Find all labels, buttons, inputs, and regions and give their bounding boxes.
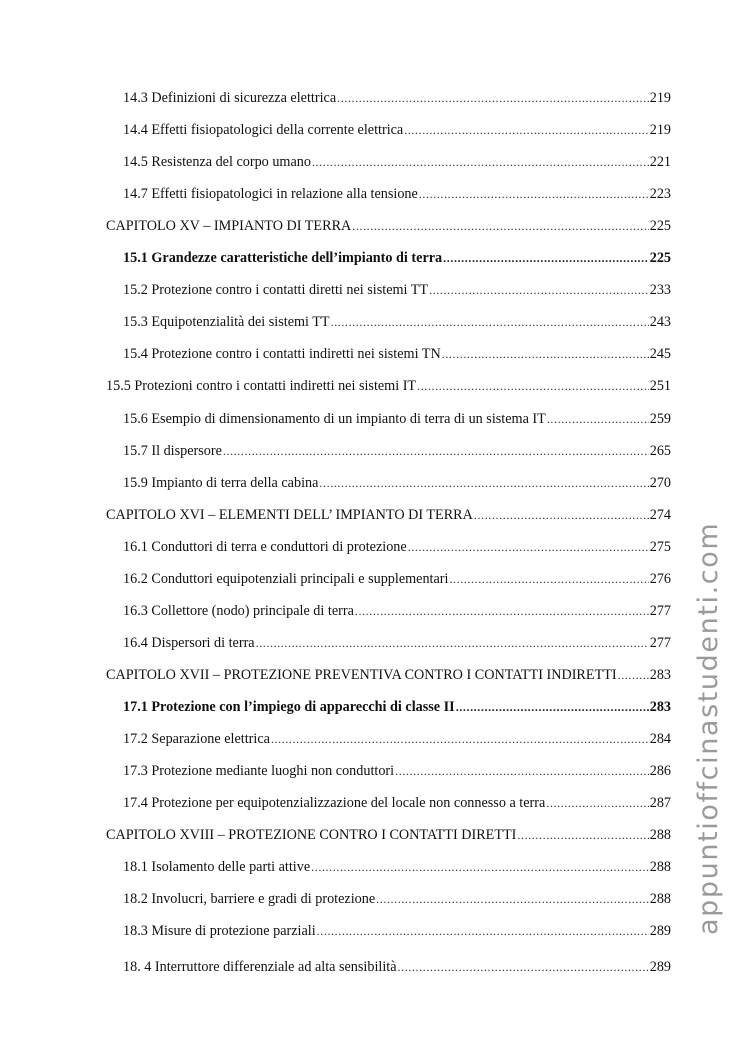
- toc-entry-page: 221: [649, 154, 671, 170]
- toc-entry-title: CAPITOLO XVII – PROTEZIONE PREVENTIVA CONTRO I CONTATTI INDIRETTI: [106, 667, 617, 683]
- toc-entry-page: 225: [649, 218, 671, 234]
- toc-entry-page: 274: [649, 507, 671, 523]
- toc-leader-dots: [355, 601, 649, 621]
- toc-leader-dots: [546, 793, 648, 813]
- toc-entry-page: 251: [649, 378, 671, 394]
- toc-entry-page: 219: [649, 90, 671, 106]
- toc-entry-page: 276: [649, 571, 671, 587]
- toc-entry[interactable]: [123, 537, 671, 557]
- toc-entry[interactable]: [123, 88, 671, 108]
- toc-entry-title: 16.3 Collettore (nodo) principale di terra: [123, 603, 354, 619]
- toc-entry-page: 225: [649, 250, 671, 266]
- toc-leader-dots: [517, 825, 648, 845]
- toc-entry-title: 17.1 Protezione con l’impiego di apparecchi di classe II: [123, 699, 455, 715]
- toc-entry[interactable]: [123, 184, 671, 204]
- toc-entry-page: 270: [649, 475, 671, 491]
- toc-entry-page: 265: [649, 443, 671, 459]
- toc-entry[interactable]: [123, 120, 671, 140]
- toc-entry-page: 284: [649, 731, 671, 747]
- toc-entry[interactable]: [123, 601, 671, 621]
- toc-leader-dots: [319, 473, 648, 493]
- toc-leader-dots: [429, 280, 649, 300]
- toc-entry-title: 17.4 Protezione per equipotenzializzazione del locale non connesso a terra: [123, 795, 546, 811]
- toc-entry-title: 18.1 Isolamento delle parti attive: [123, 859, 311, 875]
- toc-entry[interactable]: [123, 569, 671, 589]
- toc-entry-title: 15.9 Impianto di terra della cabina: [123, 475, 319, 491]
- toc-leader-dots: [417, 376, 649, 396]
- toc-entry-title: 18. 4 Interruttore differenziale ad alta sensibilità: [123, 959, 397, 975]
- toc-entry[interactable]: [123, 152, 671, 172]
- toc-chapter-entry[interactable]: [106, 216, 671, 236]
- toc-entry-title: 14.7 Effetti fisiopatologici in relazione alla tensione: [123, 186, 418, 202]
- toc-entry-title: CAPITOLO XVIII – PROTEZIONE CONTRO I CONTATTI DIRETTI: [106, 827, 517, 843]
- toc-entry[interactable]: [123, 633, 671, 653]
- toc-entry-title: 15.3 Equipotenzialità dei sistemi TT: [123, 314, 330, 330]
- toc-entry[interactable]: [123, 344, 671, 364]
- toc-entry-title: 16.4 Dispersori di terra: [123, 635, 255, 651]
- toc-entry-page: 286: [649, 763, 671, 779]
- toc-entry-page: 259: [649, 411, 671, 427]
- toc-entry-page: 283: [649, 667, 671, 683]
- toc-leader-dots: [474, 505, 649, 525]
- toc-entry-title: 16.2 Conduttori equipotenziali principali e supplementari: [123, 571, 449, 587]
- toc-entry[interactable]: [123, 793, 671, 813]
- toc-entry[interactable]: [123, 957, 671, 977]
- toc-entry-page: 288: [649, 859, 671, 875]
- watermark-text: appuntioffcinastudenti.com: [693, 521, 724, 935]
- toc-leader-dots: [408, 537, 649, 557]
- toc-entry-page: 288: [649, 827, 671, 843]
- toc-entry-title: CAPITOLO XVI – ELEMENTI DELL’ IMPIANTO DI TERRA: [106, 507, 473, 523]
- toc-entry-page: 243: [649, 314, 671, 330]
- toc-entry[interactable]: [123, 921, 671, 941]
- toc-entry-title: CAPITOLO XV – IMPIANTO DI TERRA: [106, 218, 352, 234]
- toc-entry[interactable]: [123, 761, 671, 781]
- toc-entry[interactable]: [123, 697, 671, 717]
- toc-entry-title: 15.2 Protezione contro i contatti diretti nei sistemi TT: [123, 282, 429, 298]
- toc-entry-page: 245: [649, 346, 671, 362]
- toc-entry-page: 223: [649, 186, 671, 202]
- toc-leader-dots: [312, 152, 649, 172]
- toc-leader-dots: [618, 665, 649, 685]
- toc-entry[interactable]: [106, 376, 671, 396]
- toc-leader-dots: [442, 344, 649, 364]
- toc-leader-dots: [331, 312, 649, 332]
- toc-leader-dots: [449, 569, 648, 589]
- toc-entry-title: 16.1 Conduttori di terra e conduttori di protezione: [123, 539, 407, 555]
- toc-entry-page: 233: [649, 282, 671, 298]
- toc-entry[interactable]: [123, 473, 671, 493]
- toc-leader-dots: [256, 633, 649, 653]
- toc-entry-title: 14.3 Definizioni di sicurezza elettrica: [123, 90, 337, 106]
- toc-leader-dots: [443, 248, 649, 268]
- toc-entry[interactable]: [123, 857, 671, 877]
- toc-leader-dots: [337, 88, 649, 108]
- toc-leader-dots: [398, 957, 649, 977]
- toc-entry[interactable]: [123, 729, 671, 749]
- toc-entry-title: 15.1 Grandezze caratteristiche dell’impianto di terra: [123, 250, 443, 266]
- toc-entry-title: 15.5 Protezioni contro i contatti indiretti nei sistemi IT: [106, 378, 417, 394]
- toc-leader-dots: [456, 697, 649, 717]
- toc-entry-title: 18.3 Misure di protezione parziali: [123, 923, 316, 939]
- toc-entry-title: 18.2 Involucri, barriere e gradi di protezione: [123, 891, 376, 907]
- toc-entry-title: 14.4 Effetti fisiopatologici della corrente elettrica: [123, 122, 404, 138]
- toc-entry-page: 288: [649, 891, 671, 907]
- toc-entry-page: 283: [649, 699, 671, 715]
- toc-entry-page: 289: [649, 923, 671, 939]
- toc-leader-dots: [271, 729, 649, 749]
- toc-entry-page: 219: [649, 122, 671, 138]
- toc-leader-dots: [223, 441, 649, 461]
- toc-chapter-entry[interactable]: [106, 665, 671, 685]
- toc-leader-dots: [376, 889, 649, 909]
- toc-leader-dots: [317, 921, 649, 941]
- toc-entry-title: 15.6 Esempio di dimensionamento di un impianto di terra di un sistema IT: [123, 411, 546, 427]
- toc-entry-page: 277: [649, 635, 671, 651]
- toc-entry[interactable]: [123, 248, 671, 268]
- toc-chapter-entry[interactable]: [106, 505, 671, 525]
- toc-entry-title: 15.7 Il dispersore: [123, 443, 222, 459]
- toc-leader-dots: [547, 409, 649, 429]
- toc-leader-dots: [395, 761, 649, 781]
- toc-entry[interactable]: [123, 280, 671, 300]
- toc-entry[interactable]: [123, 312, 671, 332]
- toc-entry-title: 14.5 Resistenza del corpo umano: [123, 154, 311, 170]
- toc-leader-dots: [352, 216, 648, 236]
- toc-entry-title: 15.4 Protezione contro i contatti indiretti nei sistemi TN: [123, 346, 441, 362]
- toc-leader-dots: [404, 120, 648, 140]
- toc-leader-dots: [311, 857, 649, 877]
- toc-chapter-entry[interactable]: [106, 825, 671, 845]
- toc-entry[interactable]: [123, 889, 671, 909]
- toc-entry[interactable]: [123, 409, 671, 429]
- toc-entry-title: 17.3 Protezione mediante luoghi non conduttori: [123, 763, 395, 779]
- toc-entry-page: 289: [649, 959, 671, 975]
- toc-entry-page: 287: [649, 795, 671, 811]
- toc-entry-title: 17.2 Separazione elettrica: [123, 731, 270, 747]
- toc-leader-dots: [419, 184, 649, 204]
- toc-entry[interactable]: [123, 441, 671, 461]
- toc-entry-page: 275: [649, 539, 671, 555]
- toc-entry-page: 277: [649, 603, 671, 619]
